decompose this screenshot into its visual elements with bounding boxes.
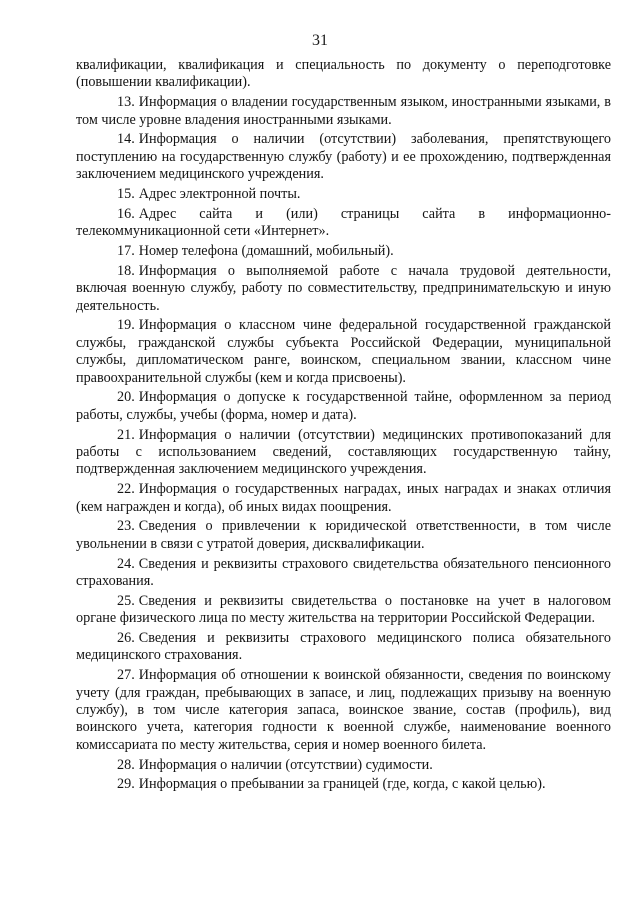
page-number: 31 bbox=[312, 32, 328, 49]
list-item-20 bbox=[76, 389, 611, 424]
list-item-28 bbox=[76, 757, 611, 774]
item-number: 29. bbox=[117, 776, 135, 793]
list-item-13 bbox=[76, 94, 611, 129]
item-number: 22. bbox=[117, 481, 135, 498]
item-number: 19. bbox=[117, 317, 135, 334]
item-text: Сведения о привлечении к юридической ответственности, в том числе увольнении в связи с утратой доверия, дисквалификации. bbox=[76, 518, 611, 552]
item-number: 14. bbox=[117, 131, 135, 148]
item-text: Информация о допуске к государственной тайне, оформленном за период работы, службы, учебы (форма, номер и дата). bbox=[76, 389, 611, 423]
list-item-16 bbox=[76, 206, 611, 241]
item-number: 27. bbox=[117, 667, 135, 684]
item-number: 15. bbox=[117, 186, 135, 203]
document-body bbox=[76, 57, 611, 796]
list-item-27 bbox=[76, 667, 611, 754]
item-number: 17. bbox=[117, 243, 135, 260]
list-item-17 bbox=[76, 243, 611, 260]
item-number: 20. bbox=[117, 389, 135, 406]
item-text: Информация о наличии (отсутствии) заболевания, препятствующего поступлению на государственную службу (работу) и ее прохождению, подтвержденная заключением медицинского учреждения. bbox=[76, 131, 611, 183]
item-number: 16. bbox=[117, 205, 135, 222]
item-number: 28. bbox=[117, 756, 135, 773]
list-item-22 bbox=[76, 481, 611, 516]
list-item-14 bbox=[76, 131, 611, 183]
item-text: Информация об отношении к воинской обязанности, сведения по воинскому учету (для граждан, пребывающих в запасе, и лиц, подлежащих призыву на военную службу), в том числе категория запаса, воинское звание, состав (профиль), вид воинского учета, категория годности к военной службе, наименование военного комиссариата по месту жительства, серия и номер военного билета. bbox=[76, 667, 611, 753]
list-item-18 bbox=[76, 263, 611, 315]
item-number: 23. bbox=[117, 518, 135, 535]
list-item-29 bbox=[76, 776, 611, 793]
list-item-23 bbox=[76, 518, 611, 553]
item-number: 24. bbox=[117, 555, 135, 572]
item-text: Информация о наличии (отсутствии) судимости. bbox=[138, 756, 433, 773]
list-item-19 bbox=[76, 317, 611, 387]
item-text: Сведения и реквизиты страхового свидетельства обязательного пенсионного страхования. bbox=[76, 555, 611, 590]
item-text: Адрес сайта и (или) страницы сайта в информационно-телекоммуникационной сети «Интернет». bbox=[76, 205, 611, 240]
item-text: Информация о наличии (отсутствии) медицинских противопоказаний для работы с использованием сведений, составляющих государственную тайну, подтвержденная заключением медицинского учреждения. bbox=[76, 426, 611, 478]
list-item-21 bbox=[76, 427, 611, 479]
list-item-25 bbox=[76, 593, 611, 628]
item-number: 21. bbox=[117, 426, 135, 443]
item-text: Информация о владении государственным языком, иностранными языками, в том числе уровне владения иностранными языками. bbox=[76, 94, 611, 128]
item-text: Сведения и реквизиты свидетельства о постановке на учет в налоговом органе физического лица по месту жительства на территории Российской Федерации. bbox=[76, 592, 611, 627]
item-number: 13. bbox=[117, 94, 135, 111]
item-text: Информация о выполняемой работе с начала трудовой деятельности, включая военную службу, работу по совместительству, предпринимательскую и иную деятельность. bbox=[76, 262, 611, 314]
item-number: 26. bbox=[117, 630, 135, 647]
list-item-15 bbox=[76, 186, 611, 203]
item-text: Информация о государственных наградах, иных наградах и знаках отличия (кем награжден и когда), об иных видах поощрения. bbox=[76, 481, 611, 515]
list-item-24 bbox=[76, 556, 611, 591]
item-text: Информация о пребывании за границей (где, когда, с какой целью). bbox=[138, 776, 546, 793]
continuation-paragraph: квалификации, квалификация и специальность по документу о переподготовке (повышении квалификации). bbox=[76, 57, 611, 91]
list-item-26 bbox=[76, 630, 611, 665]
item-text: Сведения и реквизиты страхового медицинского полиса обязательного медицинского страхования. bbox=[76, 630, 611, 664]
item-text: Номер телефона (домашний, мобильный). bbox=[138, 243, 394, 260]
item-number: 25. bbox=[117, 592, 135, 609]
item-number: 18. bbox=[117, 262, 135, 279]
item-text: Информация о классном чине федеральной государственной гражданской службы, гражданской службы субъекта Российской Федерации, муниципальной службы, дипломатическом ранге, воинском, специальном звании, классном чине правоохранительной службы (кем и когда присвоены). bbox=[76, 317, 611, 386]
item-text: Адрес электронной почты. bbox=[138, 186, 301, 203]
